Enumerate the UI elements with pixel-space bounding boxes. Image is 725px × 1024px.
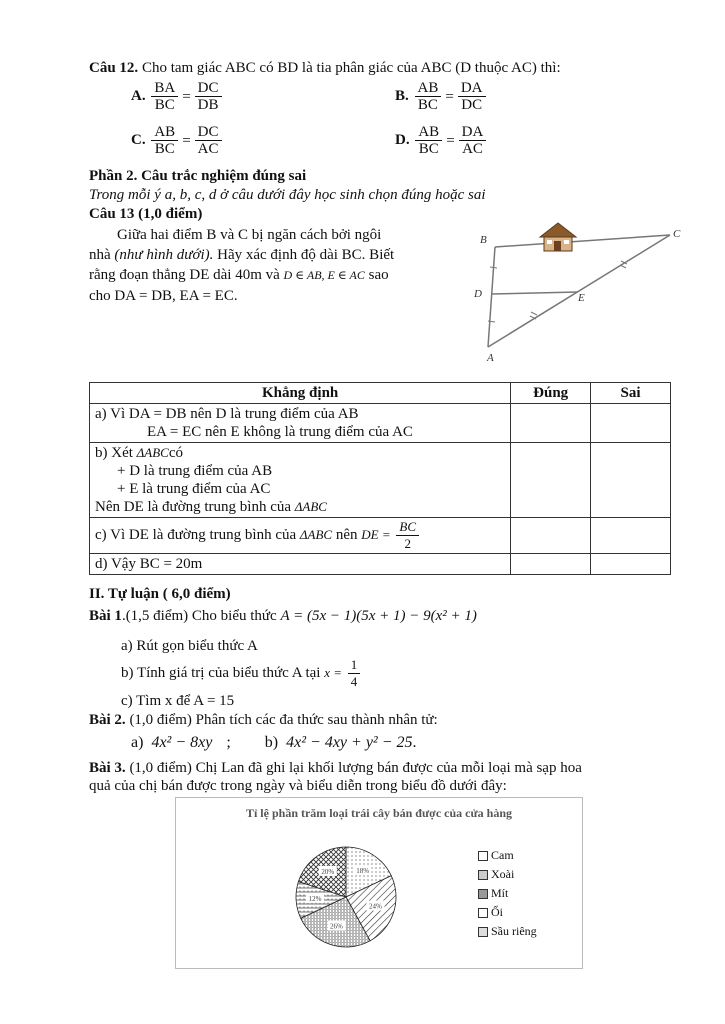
legend-item bbox=[478, 905, 503, 919]
q12-title: Câu 12. bbox=[89, 60, 139, 76]
q13-title: Câu 13 (1,0 điểm) bbox=[89, 206, 203, 222]
label-e: E bbox=[578, 292, 585, 304]
legend-label: Xoài bbox=[491, 867, 515, 881]
table-row bbox=[90, 554, 671, 575]
legend-label: Ổi bbox=[491, 905, 503, 919]
answer-false-d[interactable] bbox=[591, 554, 671, 575]
triangle-figure bbox=[470, 215, 685, 365]
header-false: Sai bbox=[591, 383, 671, 404]
fraction: $\frac{DA}{AC}$ bbox=[459, 124, 487, 157]
bai2-stem: Bài 2. (1,0 điểm) Phân tích các đa thức sau thành nhân tử: bbox=[89, 712, 438, 728]
option-label: D. bbox=[395, 131, 410, 148]
q13-line4: cho DA = DB, EA = EC. bbox=[89, 288, 238, 304]
segment-ba bbox=[488, 247, 495, 347]
answer-false-c[interactable] bbox=[591, 518, 671, 554]
bai1-c: c) Tìm x để A = 15 bbox=[121, 693, 235, 709]
legend-swatch bbox=[478, 889, 488, 899]
legend-label: Mít bbox=[491, 886, 509, 900]
bai2-parts: a) 4x² − 8xy ; b) 4x² − 4xy + y² − 25. bbox=[131, 734, 417, 751]
q12-option-c[interactable]: C. $\frac{AB}{BC}$ = $\frac{DC}{AC}$ bbox=[131, 124, 224, 157]
answer-true-d[interactable] bbox=[511, 554, 591, 575]
chart-title: Tỉ lệ phần trăm loại trái cây bán được của cửa hàng bbox=[245, 806, 513, 820]
legend-swatch bbox=[478, 908, 488, 918]
legend-label: Sầu riêng bbox=[491, 924, 537, 938]
label-d: D bbox=[474, 288, 482, 300]
option-label: B. bbox=[395, 87, 409, 104]
q12-option-b[interactable]: B. $\frac{AB}{BC}$ = $\frac{DA}{DC}$ bbox=[395, 80, 488, 113]
segment-bc bbox=[495, 235, 670, 247]
statement-d: d) Vậy BC = 20m bbox=[90, 554, 511, 575]
slice-label: 26% bbox=[329, 922, 343, 931]
answer-true-b[interactable] bbox=[511, 443, 591, 518]
legend-swatch bbox=[478, 870, 488, 880]
fraction: $\frac{DA}{DC}$ bbox=[458, 80, 486, 113]
fraction: $\frac{DC}{DB}$ bbox=[195, 80, 222, 113]
table-row bbox=[90, 518, 671, 554]
q12-stem bbox=[89, 59, 561, 77]
answer-true-c[interactable] bbox=[511, 518, 591, 554]
legend-item bbox=[478, 924, 537, 938]
legend-item bbox=[478, 886, 508, 900]
q12-option-a[interactable]: A. $\frac{BA}{BC}$ = $\frac{DC}{DB}$ bbox=[131, 80, 224, 113]
slice-label: 20% bbox=[321, 867, 335, 876]
option-label: C. bbox=[131, 131, 146, 148]
table-header-row bbox=[90, 383, 671, 404]
fraction: $\frac{DC}{AC}$ bbox=[195, 124, 222, 157]
house-icon bbox=[540, 223, 576, 251]
label-a: A bbox=[487, 352, 494, 364]
q13-line2: nhà (như hình dưới). Hãy xác định độ dài BC. Biết bbox=[89, 247, 395, 263]
statement-c: c) Vì DE là đường trung bình của ΔABC nên DE = $\frac{BC}{2}$ bbox=[90, 518, 511, 554]
answer-false-b[interactable] bbox=[591, 443, 671, 518]
tick-mark bbox=[531, 312, 537, 315]
q12-text: Cho tam giác ABC có BD là tia phân giác của ABC (D thuộc AC) thì: bbox=[141, 60, 561, 76]
pie-chart-frame bbox=[175, 797, 583, 969]
header-statement: Khẳng định bbox=[90, 383, 511, 404]
fraction: $\frac{AB}{BC}$ bbox=[415, 80, 442, 113]
bai1-a: a) Rút gọn biểu thức A bbox=[121, 638, 258, 654]
segment-ac bbox=[488, 235, 670, 347]
option-label: A. bbox=[131, 87, 146, 104]
statement-a: a) Vì DA = DB nên D là trung điểm của AB EA = EC nên E không là trung điểm của AC bbox=[90, 404, 511, 443]
section2-title: II. Tự luận ( 6,0 điểm) bbox=[89, 586, 231, 602]
legend-label: Cam bbox=[491, 848, 514, 862]
part2-title: Phần 2. Câu trắc nghiệm đúng sai bbox=[89, 168, 307, 184]
tick-mark bbox=[490, 267, 497, 268]
legend-swatch bbox=[478, 851, 488, 861]
legend-swatch bbox=[478, 927, 488, 937]
bai1-b: b) Tính giá trị của biểu thức A tại x = $\frac{1}{4}$ bbox=[121, 657, 362, 690]
slice-label: 24% bbox=[369, 902, 382, 911]
pie-chart bbox=[286, 842, 406, 952]
slice-label: 12% bbox=[308, 894, 322, 903]
q12-option-d[interactable]: D. $\frac{AB}{BC}$ = $\frac{DA}{AC}$ bbox=[395, 124, 488, 157]
part2-instruction: Trong mỗi ý a, b, c, d ở câu dưới đây học sinh chọn đúng hoặc sai bbox=[89, 187, 486, 203]
fraction: $\frac{AB}{BC}$ bbox=[415, 124, 442, 157]
slice-label: 18% bbox=[356, 866, 370, 875]
legend-item bbox=[478, 867, 514, 881]
header-true: Đúng bbox=[511, 383, 591, 404]
answer-true-a[interactable] bbox=[511, 404, 591, 443]
tick-mark bbox=[620, 265, 626, 268]
label-b: B bbox=[480, 234, 487, 246]
bai1-stem: Bài 1.(1,5 điểm) Cho biểu thức A = (5x − 1)(5x + 1) − 9(x² + 1) bbox=[89, 608, 477, 624]
bai3-stem-line2: quả của chị bán được trong ngày và biểu diễn trong biểu đồ dưới đây: bbox=[89, 778, 507, 794]
table-row bbox=[90, 404, 671, 443]
statement-b: b) Xét ΔABCcó + D là trung điểm của AB + E là trung điểm của AC Nên DE là đường trung bình của ΔABC bbox=[90, 443, 511, 518]
table-row bbox=[90, 443, 671, 518]
label-c: C bbox=[673, 228, 681, 240]
bai3-stem: Bài 3. (1,0 điểm) Chị Lan đã ghi lại khối lượng bán được của mỗi loại mà sạp hoa bbox=[89, 760, 582, 776]
legend-item bbox=[478, 848, 514, 862]
segment-de bbox=[491, 292, 578, 294]
q13-line3: rằng đoạn thẳng DE dài 40m và D ∈ AB, E ∈ AC sao bbox=[89, 267, 389, 283]
fraction: $\frac{BA}{BC}$ bbox=[151, 80, 178, 113]
answer-false-a[interactable] bbox=[591, 404, 671, 443]
q13-line1: Giữa hai điểm B và C bị ngăn cách bởi ngôi bbox=[117, 227, 382, 243]
true-false-table bbox=[89, 382, 671, 575]
fraction: $\frac{AB}{BC}$ bbox=[151, 124, 178, 157]
